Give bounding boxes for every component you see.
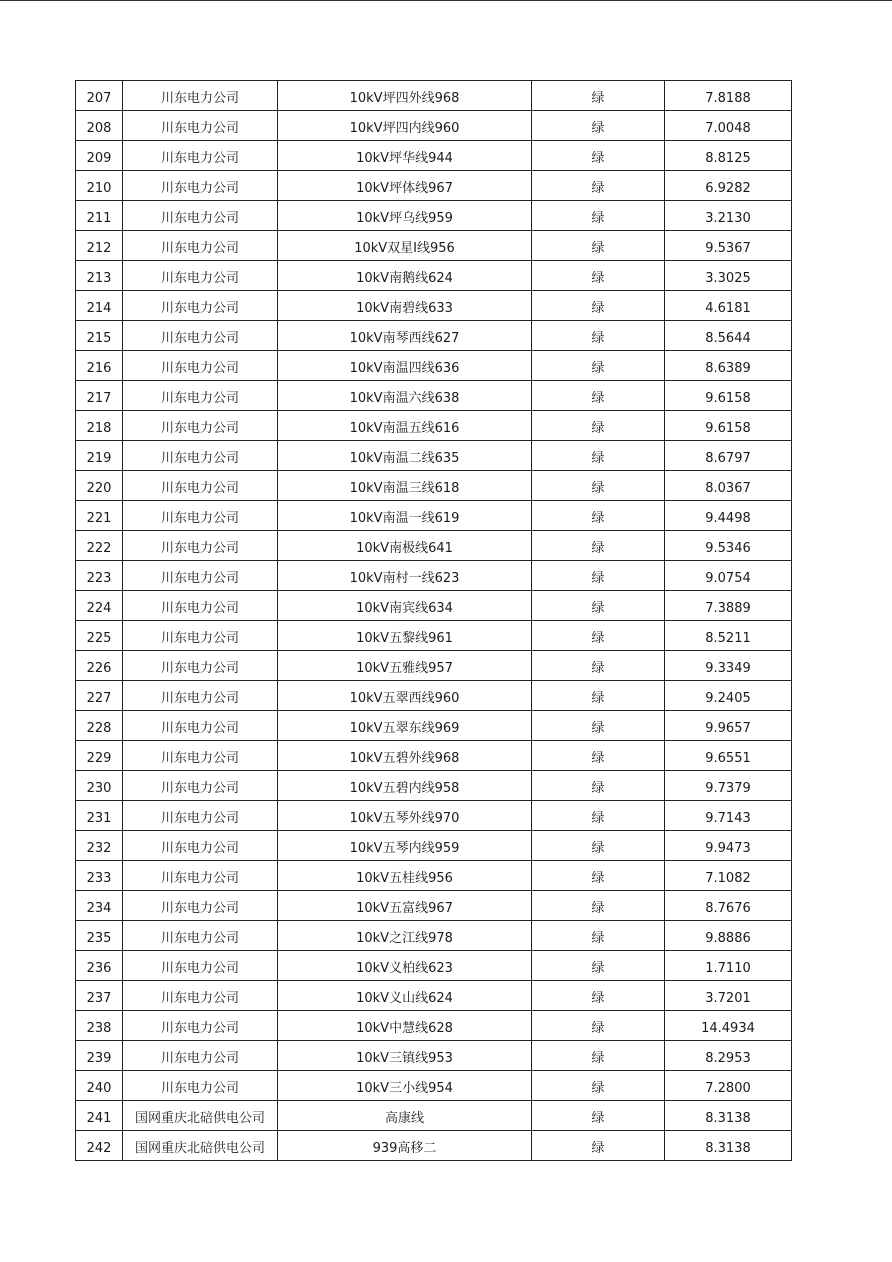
line-name-cell: 10kV三小线954 [278,1071,532,1101]
row-number-cell: 228 [76,711,123,741]
line-name-cell: 10kV义柏线623 [278,951,532,981]
line-name-cell: 10kV南温六线638 [278,381,532,411]
status-cell: 绿 [532,1011,665,1041]
line-name-cell: 10kV南鹅线624 [278,261,532,291]
value-cell: 9.4498 [665,501,792,531]
line-name-cell: 10kV南琴西线627 [278,321,532,351]
status-cell: 绿 [532,891,665,921]
value-cell: 8.7676 [665,891,792,921]
row-number-cell: 226 [76,651,123,681]
status-cell: 绿 [532,231,665,261]
status-cell: 绿 [532,981,665,1011]
status-cell: 绿 [532,1131,665,1161]
value-cell: 9.6158 [665,381,792,411]
line-name-cell: 高康线 [278,1101,532,1131]
company-cell: 川东电力公司 [123,711,278,741]
line-name-cell: 10kV坪四外线968 [278,81,532,111]
table-row [76,201,792,231]
table-row [76,951,792,981]
row-number-cell: 221 [76,501,123,531]
status-cell: 绿 [532,801,665,831]
company-cell: 川东电力公司 [123,261,278,291]
company-cell: 川东电力公司 [123,441,278,471]
line-name-cell: 939高移二 [278,1131,532,1161]
status-cell: 绿 [532,651,665,681]
line-name-cell: 10kV坪四内线960 [278,111,532,141]
value-cell: 3.7201 [665,981,792,1011]
row-number-cell: 222 [76,531,123,561]
row-number-cell: 227 [76,681,123,711]
status-cell: 绿 [532,81,665,111]
value-cell: 7.2800 [665,1071,792,1101]
table-row [76,81,792,111]
value-cell: 9.0754 [665,561,792,591]
value-cell: 8.5644 [665,321,792,351]
line-name-cell: 10kV南极线641 [278,531,532,561]
line-name-cell: 10kV南温四线636 [278,351,532,381]
row-number-cell: 225 [76,621,123,651]
row-number-cell: 232 [76,831,123,861]
company-cell: 国网重庆北碚供电公司 [123,1131,278,1161]
value-cell: 9.9657 [665,711,792,741]
table-row [76,321,792,351]
table-row [76,681,792,711]
table-row [76,261,792,291]
table-row [76,351,792,381]
table-row [76,111,792,141]
table-row [76,381,792,411]
line-name-cell: 10kV五翠西线960 [278,681,532,711]
company-cell: 川东电力公司 [123,381,278,411]
table-row [76,291,792,321]
company-cell: 川东电力公司 [123,321,278,351]
row-number-cell: 223 [76,561,123,591]
row-number-cell: 236 [76,951,123,981]
row-number-cell: 235 [76,921,123,951]
table-body [76,81,792,1161]
row-number-cell: 214 [76,291,123,321]
status-cell: 绿 [532,471,665,501]
value-cell: 1.7110 [665,951,792,981]
company-cell: 川东电力公司 [123,231,278,261]
table-row [76,981,792,1011]
value-cell: 7.3889 [665,591,792,621]
table-row [76,741,792,771]
row-number-cell: 237 [76,981,123,1011]
line-name-cell: 10kV南温二线635 [278,441,532,471]
company-cell: 川东电力公司 [123,621,278,651]
status-cell: 绿 [532,1071,665,1101]
row-number-cell: 241 [76,1101,123,1131]
line-name-cell: 10kV南温一线619 [278,501,532,531]
company-cell: 川东电力公司 [123,351,278,381]
row-number-cell: 212 [76,231,123,261]
row-number-cell: 215 [76,321,123,351]
row-number-cell: 231 [76,801,123,831]
table-row [76,141,792,171]
company-cell: 川东电力公司 [123,921,278,951]
company-cell: 川东电力公司 [123,141,278,171]
table-row [76,831,792,861]
row-number-cell: 211 [76,201,123,231]
line-name-cell: 10kV中慧线628 [278,1011,532,1041]
status-cell: 绿 [532,411,665,441]
status-cell: 绿 [532,321,665,351]
value-cell: 8.3138 [665,1101,792,1131]
table-row [76,1041,792,1071]
row-number-cell: 217 [76,381,123,411]
value-cell: 9.5346 [665,531,792,561]
line-name-cell: 10kV五碧内线958 [278,771,532,801]
status-cell: 绿 [532,711,665,741]
row-number-cell: 207 [76,81,123,111]
line-name-cell: 10kV五翠东线969 [278,711,532,741]
data-table [75,80,792,1161]
row-number-cell: 216 [76,351,123,381]
company-cell: 川东电力公司 [123,681,278,711]
value-cell: 7.8188 [665,81,792,111]
row-number-cell: 220 [76,471,123,501]
value-cell: 6.9282 [665,171,792,201]
page-top-rule [0,0,892,1]
status-cell: 绿 [532,441,665,471]
status-cell: 绿 [532,261,665,291]
line-name-cell: 10kV五黎线961 [278,621,532,651]
table-row [76,591,792,621]
value-cell: 9.9473 [665,831,792,861]
company-cell: 川东电力公司 [123,1041,278,1071]
table-row [76,411,792,441]
table-row [76,1101,792,1131]
status-cell: 绿 [532,111,665,141]
company-cell: 川东电力公司 [123,291,278,321]
company-cell: 川东电力公司 [123,951,278,981]
value-cell: 9.7379 [665,771,792,801]
status-cell: 绿 [532,771,665,801]
line-name-cell: 10kV坪乌线959 [278,201,532,231]
company-cell: 川东电力公司 [123,981,278,1011]
row-number-cell: 218 [76,411,123,441]
company-cell: 川东电力公司 [123,771,278,801]
status-cell: 绿 [532,921,665,951]
company-cell: 国网重庆北碚供电公司 [123,1101,278,1131]
status-cell: 绿 [532,351,665,381]
row-number-cell: 213 [76,261,123,291]
line-name-cell: 10kV南温三线618 [278,471,532,501]
line-name-cell: 10kV五琴外线970 [278,801,532,831]
table-row [76,171,792,201]
row-number-cell: 208 [76,111,123,141]
company-cell: 川东电力公司 [123,741,278,771]
status-cell: 绿 [532,831,665,861]
status-cell: 绿 [532,561,665,591]
value-cell: 7.0048 [665,111,792,141]
table-row [76,861,792,891]
value-cell: 9.2405 [665,681,792,711]
line-name-cell: 10kV南碧线633 [278,291,532,321]
company-cell: 川东电力公司 [123,411,278,441]
line-name-cell: 10kV坪华线944 [278,141,532,171]
table-row [76,651,792,681]
row-number-cell: 229 [76,741,123,771]
status-cell: 绿 [532,201,665,231]
table-row [76,561,792,591]
line-name-cell: 10kV南温五线616 [278,411,532,441]
status-cell: 绿 [532,1041,665,1071]
table-row [76,531,792,561]
value-cell: 9.8886 [665,921,792,951]
row-number-cell: 224 [76,591,123,621]
value-cell: 9.5367 [665,231,792,261]
table-row [76,891,792,921]
value-cell: 8.5211 [665,621,792,651]
row-number-cell: 238 [76,1011,123,1041]
company-cell: 川东电力公司 [123,1071,278,1101]
table-row [76,1071,792,1101]
line-name-cell: 10kV义山线624 [278,981,532,1011]
line-name-cell: 10kV双星Ⅰ线956 [278,231,532,261]
line-name-cell: 10kV之江线978 [278,921,532,951]
company-cell: 川东电力公司 [123,111,278,141]
line-name-cell: 10kV五富线967 [278,891,532,921]
value-cell: 9.6551 [665,741,792,771]
line-name-cell: 10kV三镇线953 [278,1041,532,1071]
company-cell: 川东电力公司 [123,1011,278,1041]
row-number-cell: 230 [76,771,123,801]
company-cell: 川东电力公司 [123,561,278,591]
status-cell: 绿 [532,381,665,411]
row-number-cell: 209 [76,141,123,171]
company-cell: 川东电力公司 [123,171,278,201]
value-cell: 9.6158 [665,411,792,441]
table-row [76,771,792,801]
value-cell: 4.6181 [665,291,792,321]
row-number-cell: 233 [76,861,123,891]
company-cell: 川东电力公司 [123,831,278,861]
value-cell: 14.4934 [665,1011,792,1041]
value-cell: 7.1082 [665,861,792,891]
value-cell: 8.2953 [665,1041,792,1071]
status-cell: 绿 [532,1101,665,1131]
status-cell: 绿 [532,681,665,711]
company-cell: 川东电力公司 [123,501,278,531]
status-cell: 绿 [532,951,665,981]
row-number-cell: 234 [76,891,123,921]
value-cell: 8.0367 [665,471,792,501]
company-cell: 川东电力公司 [123,531,278,561]
table-row [76,231,792,261]
line-name-cell: 10kV五碧外线968 [278,741,532,771]
status-cell: 绿 [532,171,665,201]
table-row [76,501,792,531]
company-cell: 川东电力公司 [123,891,278,921]
row-number-cell: 210 [76,171,123,201]
status-cell: 绿 [532,141,665,171]
company-cell: 川东电力公司 [123,861,278,891]
company-cell: 川东电力公司 [123,591,278,621]
company-cell: 川东电力公司 [123,81,278,111]
status-cell: 绿 [532,531,665,561]
table-row [76,711,792,741]
row-number-cell: 219 [76,441,123,471]
table-row [76,1011,792,1041]
company-cell: 川东电力公司 [123,801,278,831]
value-cell: 8.6389 [665,351,792,381]
value-cell: 8.6797 [665,441,792,471]
table-row [76,441,792,471]
value-cell: 3.2130 [665,201,792,231]
status-cell: 绿 [532,741,665,771]
value-cell: 9.7143 [665,801,792,831]
status-cell: 绿 [532,591,665,621]
row-number-cell: 240 [76,1071,123,1101]
line-name-cell: 10kV坪体线967 [278,171,532,201]
status-cell: 绿 [532,291,665,321]
value-cell: 8.3138 [665,1131,792,1161]
company-cell: 川东电力公司 [123,651,278,681]
line-name-cell: 10kV五桂线956 [278,861,532,891]
table-row [76,801,792,831]
line-name-cell: 10kV五琴内线959 [278,831,532,861]
status-cell: 绿 [532,861,665,891]
company-cell: 川东电力公司 [123,471,278,501]
line-name-cell: 10kV南宾线634 [278,591,532,621]
table-row [76,1131,792,1161]
value-cell: 3.3025 [665,261,792,291]
line-name-cell: 10kV南村一线623 [278,561,532,591]
row-number-cell: 239 [76,1041,123,1071]
company-cell: 川东电力公司 [123,201,278,231]
value-cell: 8.8125 [665,141,792,171]
value-cell: 9.3349 [665,651,792,681]
row-number-cell: 242 [76,1131,123,1161]
table-row [76,921,792,951]
status-cell: 绿 [532,621,665,651]
table-row [76,471,792,501]
status-cell: 绿 [532,501,665,531]
table-row [76,621,792,651]
line-name-cell: 10kV五雅线957 [278,651,532,681]
